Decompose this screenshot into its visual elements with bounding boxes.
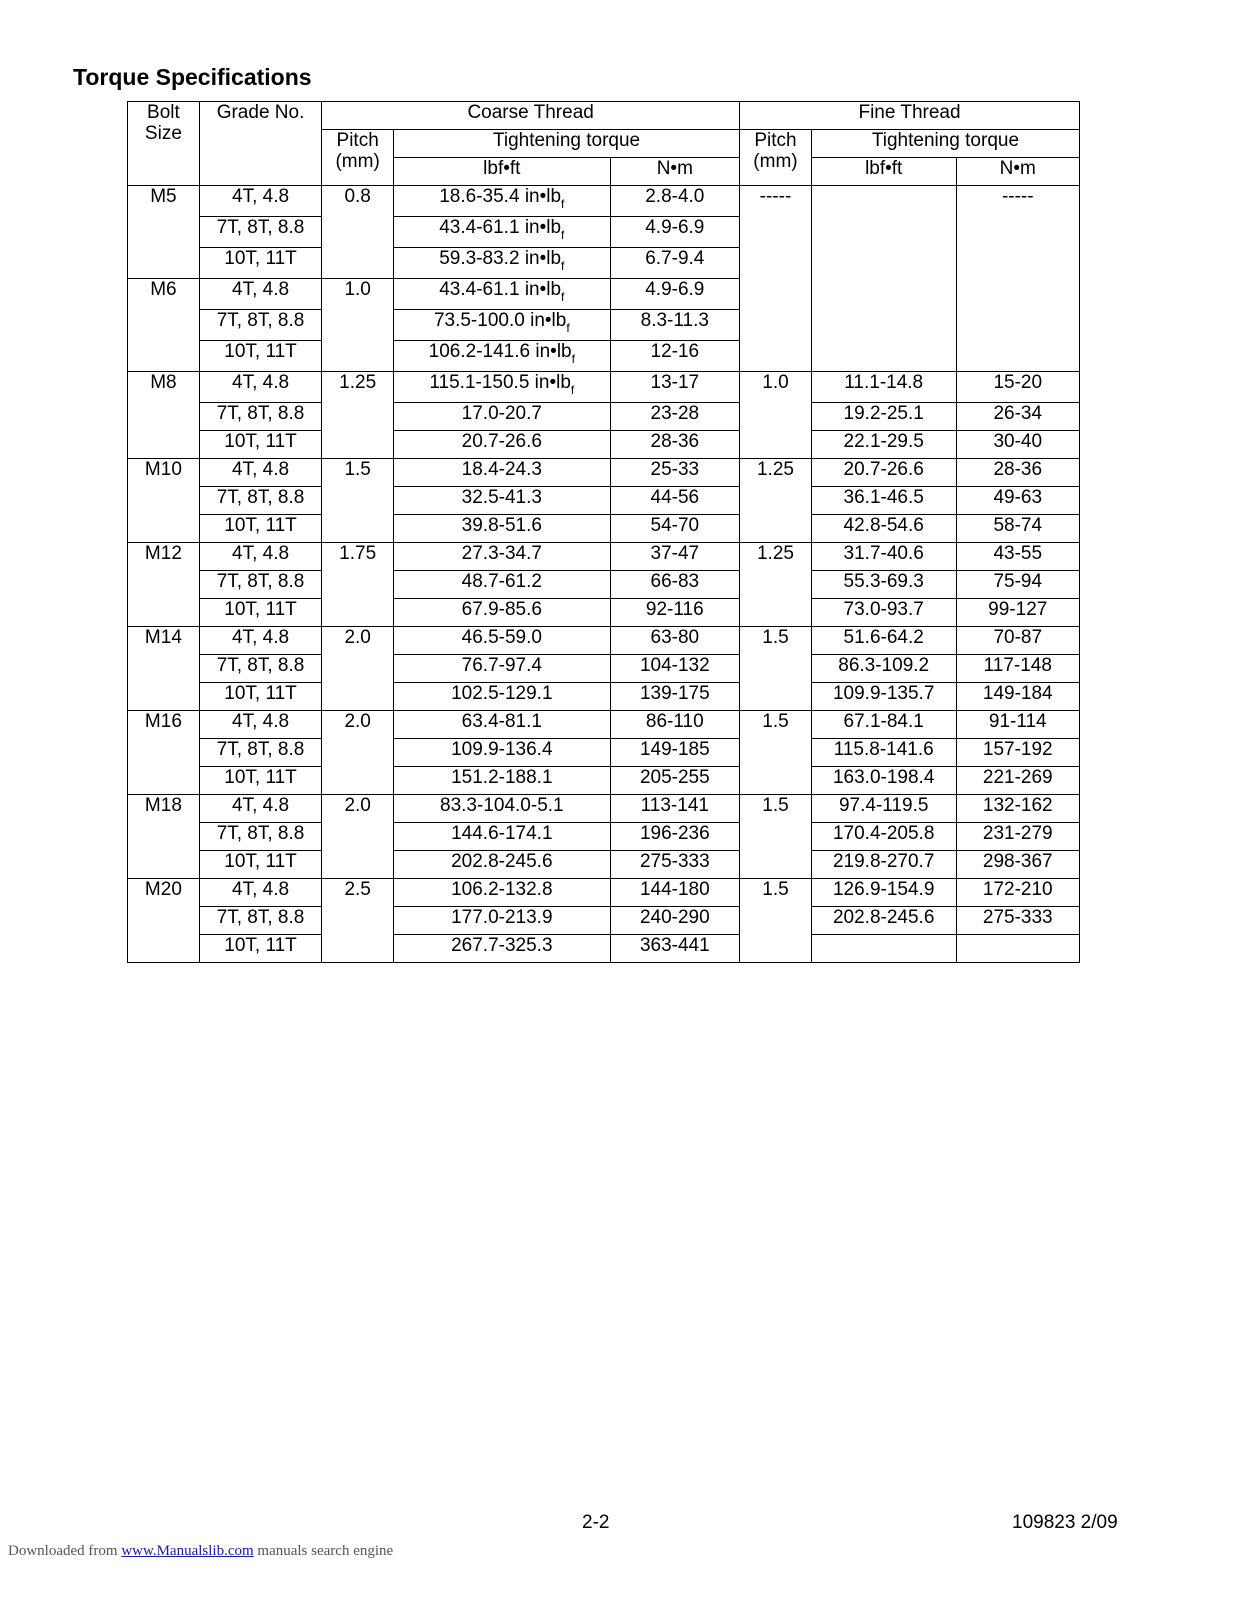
table-row	[128, 655, 1080, 683]
fine-pitch-cell	[740, 683, 812, 711]
grade-cell: 7T, 8T, 8.8	[199, 739, 321, 767]
grade-cell: 4T, 4.8	[199, 186, 321, 217]
grade-cell: 7T, 8T, 8.8	[199, 571, 321, 599]
bolt-size-cell: M18	[128, 795, 200, 823]
in-lbf-unit-subscript: f	[571, 351, 575, 366]
bolt-size-cell	[128, 310, 200, 341]
fine-n-m-cell: 91-114	[956, 711, 1079, 739]
fine-pitch-cell	[740, 935, 812, 963]
coarse-lbf-ft-cell: 48.7-61.2	[394, 571, 611, 599]
bolt-size-cell: M14	[128, 627, 200, 655]
bolt-size-cell	[128, 851, 200, 879]
fine-lbf-ft-cell: 19.2-25.1	[811, 403, 956, 431]
table-row	[128, 935, 1080, 963]
coarse-pitch-cell	[322, 599, 394, 627]
fine-pitch-cell	[740, 431, 812, 459]
fine-lbf-ft-cell: 86.3-109.2	[811, 655, 956, 683]
grade-cell: 10T, 11T	[199, 599, 321, 627]
bolt-size-cell	[128, 341, 200, 372]
table-row	[128, 217, 1080, 248]
fine-pitch-cell: 1.5	[740, 795, 812, 823]
coarse-n-m-cell: 240-290	[610, 907, 739, 935]
fine-n-m-cell: 298-367	[956, 851, 1079, 879]
fine-lbf-ft-cell: 36.1-46.5	[811, 487, 956, 515]
grade-cell: 4T, 4.8	[199, 627, 321, 655]
fine-n-m-cell	[956, 310, 1079, 341]
download-footer	[8, 1543, 393, 1560]
grade-cell: 10T, 11T	[199, 515, 321, 543]
fine-pitch-cell	[740, 851, 812, 879]
in-lbf-unit: in•lb	[524, 186, 562, 207]
table-row	[128, 739, 1080, 767]
fine-n-m-cell: 49-63	[956, 487, 1079, 515]
coarse-lbf-ft-cell	[394, 341, 611, 372]
in-lbf-unit-subscript: f	[561, 227, 565, 242]
fine-lbf-ft-cell: 20.7-26.6	[811, 459, 956, 487]
coarse-pitch-cell	[322, 403, 394, 431]
coarse-n-m-cell: 12-16	[610, 341, 739, 372]
fine-n-m-cell: 28-36	[956, 459, 1079, 487]
coarse-lbf-ft-cell	[394, 186, 611, 217]
header-fine-n-m: N•m	[956, 158, 1079, 186]
fine-pitch-cell	[740, 279, 812, 310]
fine-pitch-cell: 1.5	[740, 711, 812, 739]
in-lbf-unit: in•lb	[534, 372, 571, 393]
fine-lbf-ft-cell: 67.1-84.1	[811, 711, 956, 739]
table-row	[128, 571, 1080, 599]
in-lbf-unit-subscript: f	[561, 289, 565, 304]
bolt-size-cell	[128, 217, 200, 248]
coarse-lbf-value: 115.1-150.5	[429, 372, 530, 393]
fine-pitch-cell	[740, 599, 812, 627]
fine-lbf-ft-cell	[811, 279, 956, 310]
grade-cell: 10T, 11T	[199, 767, 321, 795]
grade-cell: 4T, 4.8	[199, 711, 321, 739]
coarse-n-m-cell: 66-83	[610, 571, 739, 599]
table-row	[128, 279, 1080, 310]
table-row	[128, 683, 1080, 711]
fine-pitch-cell	[740, 767, 812, 795]
coarse-lbf-ft-cell: 39.8-51.6	[394, 515, 611, 543]
grade-cell: 7T, 8T, 8.8	[199, 655, 321, 683]
table-row	[128, 599, 1080, 627]
fine-lbf-ft-cell: 11.1-14.8	[811, 372, 956, 403]
table-row	[128, 823, 1080, 851]
coarse-pitch-cell: 2.0	[322, 711, 394, 739]
coarse-lbf-ft-cell: 20.7-26.6	[394, 431, 611, 459]
fine-pitch-cell: 1.5	[740, 627, 812, 655]
coarse-n-m-cell: 86-110	[610, 711, 739, 739]
coarse-lbf-value: 59.3-83.2	[439, 248, 520, 269]
header-coarse-lbf-ft: lbf•ft	[394, 158, 611, 186]
bolt-size-cell	[128, 431, 200, 459]
fine-lbf-ft-cell	[811, 217, 956, 248]
torque-specifications-table	[127, 101, 1080, 963]
coarse-pitch-cell	[322, 341, 394, 372]
fine-lbf-ft-cell	[811, 310, 956, 341]
fine-lbf-ft-cell: 170.4-205.8	[811, 823, 956, 851]
grade-cell: 7T, 8T, 8.8	[199, 487, 321, 515]
bolt-size-cell: M10	[128, 459, 200, 487]
grade-cell: 7T, 8T, 8.8	[199, 823, 321, 851]
coarse-pitch-cell	[322, 683, 394, 711]
bolt-size-cell	[128, 248, 200, 279]
table-row	[128, 879, 1080, 907]
bolt-size-cell: M8	[128, 372, 200, 403]
fine-pitch-cell	[740, 655, 812, 683]
coarse-lbf-value: 73.5-100.0	[433, 310, 525, 331]
coarse-n-m-cell: 92-116	[610, 599, 739, 627]
grade-cell: 10T, 11T	[199, 431, 321, 459]
coarse-pitch-cell: 2.5	[322, 879, 394, 907]
coarse-lbf-ft-cell: 144.6-174.1	[394, 823, 611, 851]
table-row	[128, 341, 1080, 372]
fine-lbf-ft-cell	[811, 186, 956, 217]
coarse-pitch-cell: 1.5	[322, 459, 394, 487]
coarse-n-m-cell: 144-180	[610, 879, 739, 907]
coarse-lbf-value: 43.4-61.1	[439, 217, 520, 238]
bolt-size-cell: M6	[128, 279, 200, 310]
in-lbf-unit: in•lb	[524, 279, 562, 300]
fine-n-m-cell	[956, 341, 1079, 372]
coarse-n-m-cell: 196-236	[610, 823, 739, 851]
fine-n-m-cell	[956, 279, 1079, 310]
table-row	[128, 431, 1080, 459]
coarse-n-m-cell: 63-80	[610, 627, 739, 655]
fine-lbf-ft-cell: 202.8-245.6	[811, 907, 956, 935]
coarse-pitch-cell	[322, 431, 394, 459]
footer-prefix: Downloaded from	[8, 1543, 122, 1559]
fine-n-m-cell: 26-34	[956, 403, 1079, 431]
coarse-pitch-cell	[322, 935, 394, 963]
fine-n-m-cell: 132-162	[956, 795, 1079, 823]
fine-pitch-cell	[740, 739, 812, 767]
fine-pitch-cell: 1.25	[740, 459, 812, 487]
fine-n-m-cell: 99-127	[956, 599, 1079, 627]
coarse-n-m-cell: 275-333	[610, 851, 739, 879]
coarse-lbf-ft-cell: 202.8-245.6	[394, 851, 611, 879]
fine-lbf-ft-cell: 126.9-154.9	[811, 879, 956, 907]
in-lbf-unit-subscript: f	[566, 320, 570, 335]
fine-pitch-cell	[740, 248, 812, 279]
coarse-n-m-cell: 28-36	[610, 431, 739, 459]
coarse-lbf-ft-cell	[394, 372, 611, 403]
coarse-lbf-ft-cell: 46.5-59.0	[394, 627, 611, 655]
coarse-pitch-cell	[322, 907, 394, 935]
fine-n-m-cell: 75-94	[956, 571, 1079, 599]
bolt-size-cell	[128, 515, 200, 543]
grade-cell: 7T, 8T, 8.8	[199, 310, 321, 341]
fine-n-m-cell: 157-192	[956, 739, 1079, 767]
table-row	[128, 515, 1080, 543]
header-coarse-thread: Coarse Thread	[322, 102, 740, 130]
bolt-size-cell	[128, 683, 200, 711]
page-title: Torque Specifications	[73, 64, 312, 90]
table-row	[128, 310, 1080, 341]
document-number: 109823 2/09	[1012, 1512, 1118, 1533]
grade-cell: 4T, 4.8	[199, 459, 321, 487]
coarse-lbf-ft-cell: 76.7-97.4	[394, 655, 611, 683]
fine-lbf-ft-cell: 51.6-64.2	[811, 627, 956, 655]
header-fine-pitch: Pitch (mm)	[740, 130, 812, 186]
coarse-n-m-cell: 37-47	[610, 543, 739, 571]
coarse-pitch-cell	[322, 248, 394, 279]
fine-lbf-ft-cell	[811, 248, 956, 279]
in-lbf-unit-subscript: f	[570, 382, 575, 397]
coarse-lbf-ft-cell	[394, 279, 611, 310]
coarse-n-m-cell: 139-175	[610, 683, 739, 711]
fine-lbf-ft-cell	[811, 341, 956, 372]
footer-link[interactable]: www.Manualslib.com	[121, 1543, 254, 1559]
coarse-lbf-ft-cell: 67.9-85.6	[394, 599, 611, 627]
footer-suffix: manuals search engine	[253, 1543, 394, 1559]
bolt-size-cell: M5	[128, 186, 200, 217]
fine-n-m-cell: -----	[956, 186, 1079, 217]
coarse-pitch-cell: 0.8	[322, 186, 394, 217]
fine-pitch-cell	[740, 310, 812, 341]
table-row	[128, 487, 1080, 515]
fine-n-m-cell: 43-55	[956, 543, 1079, 571]
fine-lbf-ft-cell: 42.8-54.6	[811, 515, 956, 543]
in-lbf-unit: in•lb	[530, 310, 567, 331]
in-lbf-unit-subscript: f	[561, 258, 565, 273]
in-lbf-unit: in•lb	[524, 248, 562, 269]
header-fine-tightening-torque: Tightening torque	[811, 130, 1079, 158]
grade-cell: 4T, 4.8	[199, 279, 321, 310]
coarse-lbf-ft-cell: 17.0-20.7	[394, 403, 611, 431]
table-row	[128, 248, 1080, 279]
fine-n-m-cell: 30-40	[956, 431, 1079, 459]
fine-pitch-cell	[740, 217, 812, 248]
table-row	[128, 907, 1080, 935]
coarse-lbf-ft-cell	[394, 248, 611, 279]
grade-cell: 4T, 4.8	[199, 795, 321, 823]
grade-cell: 7T, 8T, 8.8	[199, 217, 321, 248]
coarse-pitch-cell: 1.0	[322, 279, 394, 310]
coarse-pitch-cell	[322, 515, 394, 543]
bolt-size-cell	[128, 907, 200, 935]
coarse-lbf-ft-cell: 63.4-81.1	[394, 711, 611, 739]
page-number: 2-2	[582, 1512, 610, 1533]
in-lbf-unit-subscript: f	[561, 196, 565, 211]
table-row	[128, 767, 1080, 795]
fine-n-m-cell: 172-210	[956, 879, 1079, 907]
coarse-pitch-cell: 1.25	[322, 372, 394, 403]
coarse-n-m-cell: 23-28	[610, 403, 739, 431]
coarse-lbf-ft-cell	[394, 310, 611, 341]
coarse-n-m-cell: 6.7-9.4	[610, 248, 739, 279]
fine-n-m-cell: 58-74	[956, 515, 1079, 543]
fine-pitch-cell	[740, 571, 812, 599]
fine-lbf-ft-cell: 163.0-198.4	[811, 767, 956, 795]
fine-lbf-ft-cell: 22.1-29.5	[811, 431, 956, 459]
fine-lbf-ft-cell: 109.9-135.7	[811, 683, 956, 711]
fine-lbf-ft-cell: 55.3-69.3	[811, 571, 956, 599]
bolt-size-cell: M12	[128, 543, 200, 571]
grade-cell: 7T, 8T, 8.8	[199, 403, 321, 431]
grade-cell: 10T, 11T	[199, 935, 321, 963]
coarse-lbf-ft-cell: 177.0-213.9	[394, 907, 611, 935]
in-lbf-unit: in•lb	[535, 341, 572, 362]
coarse-pitch-cell	[322, 851, 394, 879]
header-coarse-pitch: Pitch (mm)	[322, 130, 394, 186]
coarse-n-m-cell: 4.9-6.9	[610, 279, 739, 310]
header-grade-no: Grade No.	[199, 102, 321, 186]
coarse-lbf-ft-cell: 267.7-325.3	[394, 935, 611, 963]
coarse-n-m-cell: 2.8-4.0	[610, 186, 739, 217]
coarse-lbf-ft-cell: 106.2-132.8	[394, 879, 611, 907]
table-row	[128, 186, 1080, 217]
table-row	[128, 403, 1080, 431]
coarse-pitch-cell	[322, 310, 394, 341]
fine-lbf-ft-cell: 219.8-270.7	[811, 851, 956, 879]
coarse-pitch-cell: 1.75	[322, 543, 394, 571]
coarse-lbf-value: 43.4-61.1	[439, 279, 520, 300]
coarse-lbf-ft-cell	[394, 217, 611, 248]
grade-cell: 10T, 11T	[199, 341, 321, 372]
coarse-lbf-value: 106.2-141.6	[428, 341, 531, 362]
grade-cell: 10T, 11T	[199, 248, 321, 279]
coarse-lbf-value: 18.6-35.4	[439, 186, 520, 207]
fine-lbf-ft-cell: 31.7-40.6	[811, 543, 956, 571]
header-fine-lbf-ft: lbf•ft	[811, 158, 956, 186]
coarse-n-m-cell: 25-33	[610, 459, 739, 487]
header-coarse-n-m: N•m	[610, 158, 739, 186]
fine-n-m-cell: 117-148	[956, 655, 1079, 683]
coarse-n-m-cell: 104-132	[610, 655, 739, 683]
bolt-size-cell	[128, 599, 200, 627]
table-row	[128, 372, 1080, 403]
in-lbf-unit: in•lb	[524, 217, 562, 238]
coarse-lbf-ft-cell: 18.4-24.3	[394, 459, 611, 487]
fine-lbf-ft-cell: 73.0-93.7	[811, 599, 956, 627]
fine-pitch-cell	[740, 515, 812, 543]
fine-pitch-cell	[740, 403, 812, 431]
fine-lbf-ft-cell: 97.4-119.5	[811, 795, 956, 823]
coarse-n-m-cell: 4.9-6.9	[610, 217, 739, 248]
coarse-pitch-cell: 2.0	[322, 795, 394, 823]
coarse-lbf-ft-cell: 109.9-136.4	[394, 739, 611, 767]
fine-n-m-cell: 149-184	[956, 683, 1079, 711]
fine-pitch-cell: 1.0	[740, 372, 812, 403]
coarse-pitch-cell	[322, 823, 394, 851]
coarse-pitch-cell	[322, 655, 394, 683]
coarse-n-m-cell: 149-185	[610, 739, 739, 767]
coarse-pitch-cell	[322, 739, 394, 767]
bolt-size-cell	[128, 935, 200, 963]
bolt-size-cell: M20	[128, 879, 200, 907]
bolt-size-cell	[128, 739, 200, 767]
coarse-lbf-ft-cell: 151.2-188.1	[394, 767, 611, 795]
table-row	[128, 627, 1080, 655]
grade-cell: 10T, 11T	[199, 851, 321, 879]
fine-pitch-cell: 1.5	[740, 879, 812, 907]
header-bolt-size: Bolt Size	[128, 102, 200, 186]
bolt-size-cell	[128, 403, 200, 431]
fine-n-m-cell: 275-333	[956, 907, 1079, 935]
fine-pitch-cell	[740, 907, 812, 935]
table-row	[128, 851, 1080, 879]
fine-pitch-cell	[740, 341, 812, 372]
fine-n-m-cell	[956, 935, 1079, 963]
bolt-size-cell	[128, 487, 200, 515]
fine-n-m-cell: 231-279	[956, 823, 1079, 851]
fine-n-m-cell: 15-20	[956, 372, 1079, 403]
fine-pitch-cell: -----	[740, 186, 812, 217]
coarse-lbf-ft-cell: 27.3-34.7	[394, 543, 611, 571]
grade-cell: 4T, 4.8	[199, 543, 321, 571]
coarse-n-m-cell: 113-141	[610, 795, 739, 823]
bolt-size-cell	[128, 655, 200, 683]
fine-n-m-cell	[956, 217, 1079, 248]
grade-cell: 10T, 11T	[199, 683, 321, 711]
bolt-size-cell	[128, 767, 200, 795]
coarse-pitch-cell: 2.0	[322, 627, 394, 655]
coarse-n-m-cell: 13-17	[610, 372, 739, 403]
fine-pitch-cell	[740, 823, 812, 851]
coarse-lbf-ft-cell: 32.5-41.3	[394, 487, 611, 515]
table-row	[128, 543, 1080, 571]
header-coarse-tightening-torque: Tightening torque	[394, 130, 740, 158]
table-row	[128, 459, 1080, 487]
coarse-n-m-cell: 205-255	[610, 767, 739, 795]
coarse-n-m-cell: 44-56	[610, 487, 739, 515]
fine-n-m-cell	[956, 248, 1079, 279]
fine-lbf-ft-cell: 115.8-141.6	[811, 739, 956, 767]
bolt-size-cell	[128, 571, 200, 599]
grade-cell: 4T, 4.8	[199, 372, 321, 403]
coarse-pitch-cell	[322, 217, 394, 248]
coarse-lbf-ft-cell: 102.5-129.1	[394, 683, 611, 711]
fine-pitch-cell: 1.25	[740, 543, 812, 571]
coarse-pitch-cell	[322, 767, 394, 795]
coarse-n-m-cell: 54-70	[610, 515, 739, 543]
fine-n-m-cell: 70-87	[956, 627, 1079, 655]
fine-n-m-cell: 221-269	[956, 767, 1079, 795]
coarse-pitch-cell	[322, 571, 394, 599]
grade-cell: 7T, 8T, 8.8	[199, 907, 321, 935]
fine-pitch-cell	[740, 487, 812, 515]
coarse-n-m-cell: 363-441	[610, 935, 739, 963]
coarse-pitch-cell	[322, 487, 394, 515]
bolt-size-cell	[128, 823, 200, 851]
coarse-lbf-ft-cell: 83.3-104.0-5.1	[394, 795, 611, 823]
table-row	[128, 711, 1080, 739]
table-row	[128, 795, 1080, 823]
bolt-size-cell: M16	[128, 711, 200, 739]
coarse-n-m-cell: 8.3-11.3	[610, 310, 739, 341]
fine-lbf-ft-cell	[811, 935, 956, 963]
grade-cell: 4T, 4.8	[199, 879, 321, 907]
header-fine-thread: Fine Thread	[740, 102, 1080, 130]
